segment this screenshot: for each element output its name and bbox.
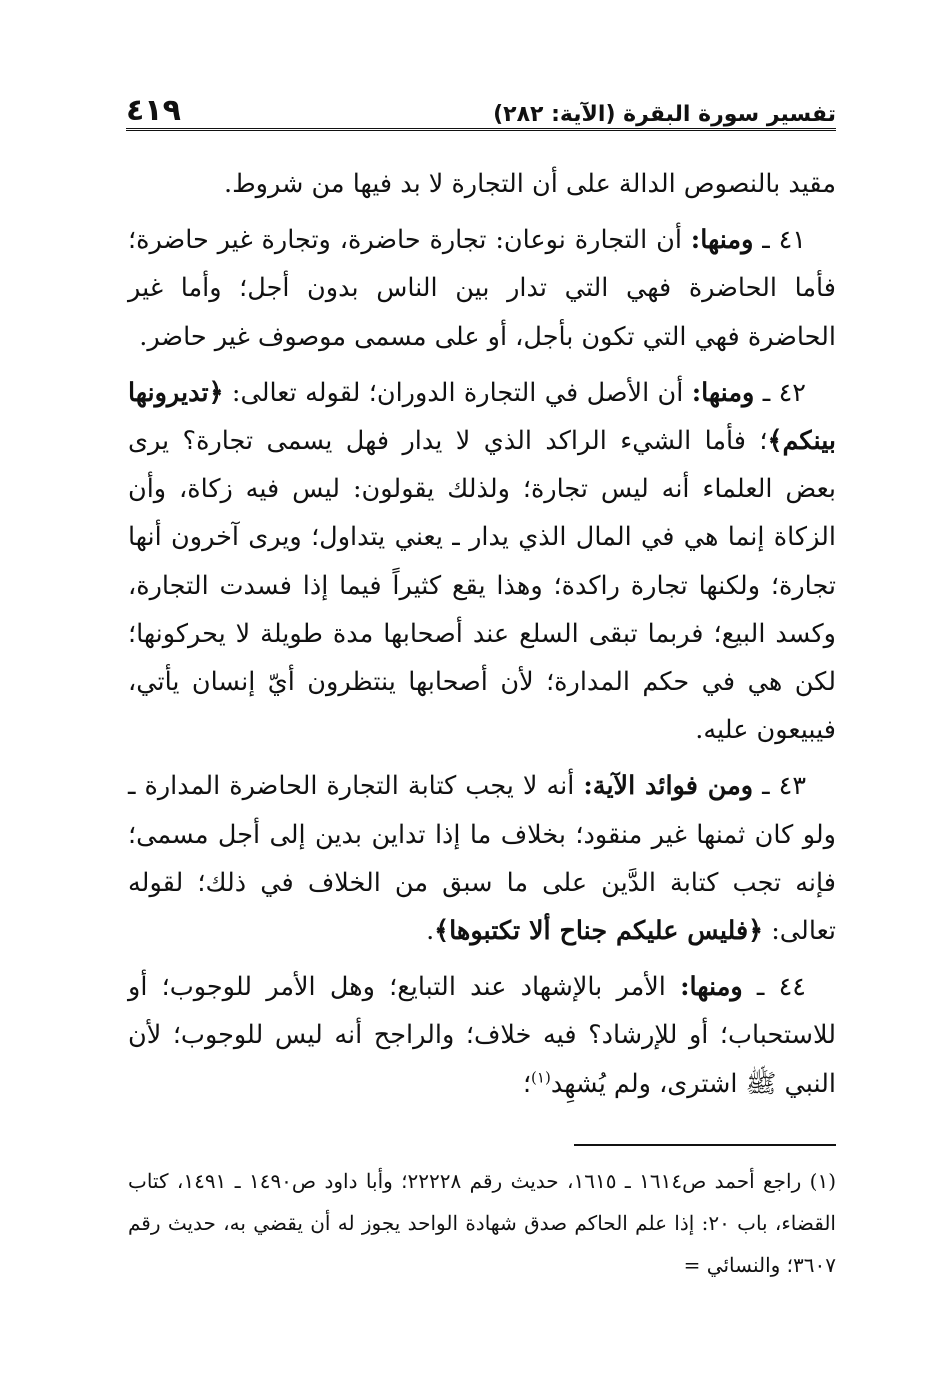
main-text bbox=[128, 160, 836, 1116]
paragraph-41 bbox=[128, 216, 836, 361]
item-label: ومنها: bbox=[690, 225, 754, 256]
item-label: ومن فوائد الآية: bbox=[583, 771, 754, 802]
quran-quote: ﴿تديرونها بينكم﴾ bbox=[128, 377, 836, 457]
item-number: ٤٤ ـ bbox=[756, 972, 806, 1003]
paragraph-text: ؛ فأما الشيء الراكد الذي لا يدار فهل يسمى تجارة؟ يرى بعض العلماء أنه ليس تجارة؛ ولذلك يقولون: ليس فيه زكاة، وأن الزكاة إنما هي في المال الذي يدار ـ يعني يتداول؛ ويرى آخرون أنها تجارة؛ ولكنها تجارة راكدة؛ وهذا يقع كثيراً فيما إذا فسدت التجارة، وكسد البيع؛ فربما تبقى السلع عند أصحابها مدة طويلة لا يحركونها؛ لكن هي في حكم المدارة؛ لأن أصحابها ينتظرون أيّ إنسان يأتي، فيبيعون عليه. bbox=[128, 426, 836, 746]
paragraph-43 bbox=[128, 762, 836, 955]
item-label: ومنها: bbox=[680, 972, 743, 1003]
paragraph-text: مقيد بالنصوص الدالة على أن التجارة لا بد فيها من شروط. bbox=[223, 169, 836, 199]
paragraph-text: أنه لا يجب كتابة التجارة الحاضرة المدارة ـ ولو كان ثمنها غير منقود؛ بخلاف ما إذا تداين بدين إلى أجل مسمى؛ فإنه تجب كتابة الدَّين على ما سبق من الخلاف في ذلك؛ لقوله تعالى: bbox=[128, 771, 836, 947]
footnote-reference[interactable]: (١) bbox=[531, 1068, 551, 1087]
paragraph-text: الأمر بالإشهاد عند التبايع؛ وهل الأمر للوجوب؛ أو للاستحباب؛ أو للإرشاد؟ فيه خلاف؛ والراجح أنه ليس للوجوب؛ لأن النبي ﷺ اشترى، ولم يُشهِد bbox=[128, 972, 836, 1099]
footnote bbox=[128, 1160, 836, 1286]
paragraph-text: ؛ bbox=[522, 1068, 532, 1099]
paragraph-44 bbox=[128, 963, 836, 1108]
item-label: ومنها: bbox=[691, 377, 755, 408]
item-number: ٤١ ـ bbox=[762, 225, 807, 256]
footnote-divider bbox=[574, 1144, 836, 1146]
paragraph-intro bbox=[128, 160, 836, 208]
footnote-text: (١) راجع أحمد ص١٦١٤ ـ ١٦١٥، حديث رقم ٢٢٢٢٨؛ وأبا داود ص١٤٩٠ ـ ١٤٩١، كتاب القضاء، باب ٢٠: إذا علم الحاكم صدق شهادة الواحد يجوز له أن يقضي به، حديث رقم ٣٦٠٧؛ والنسائي = bbox=[128, 1169, 837, 1277]
quran-quote: ﴿فليس عليكم جناح ألا تكتبوها﴾ bbox=[434, 916, 764, 947]
header-title: تفسير سورة البقرة (الآية: ٢٨٢) bbox=[493, 102, 836, 127]
page-number: ٤١٩ bbox=[126, 93, 181, 128]
item-number: ٤٣ ـ bbox=[762, 771, 807, 802]
running-header bbox=[126, 82, 836, 131]
paragraph-text: أن التجارة نوعان: تجارة حاضرة، وتجارة غير حاضرة؛ فأما الحاضرة فهي التي تدار بين الناس بدون أجل؛ وأما غير الحاضرة فهي التي تكون بأجل، أو على مسمى موصوف غير حاضر. bbox=[128, 225, 836, 352]
paragraph-text: أن الأصل في التجارة الدوران؛ لقوله تعالى: bbox=[231, 377, 684, 408]
paragraph-text: . bbox=[426, 916, 435, 947]
item-number: ٤٢ ـ bbox=[762, 377, 807, 408]
paragraph-42 bbox=[128, 369, 836, 755]
